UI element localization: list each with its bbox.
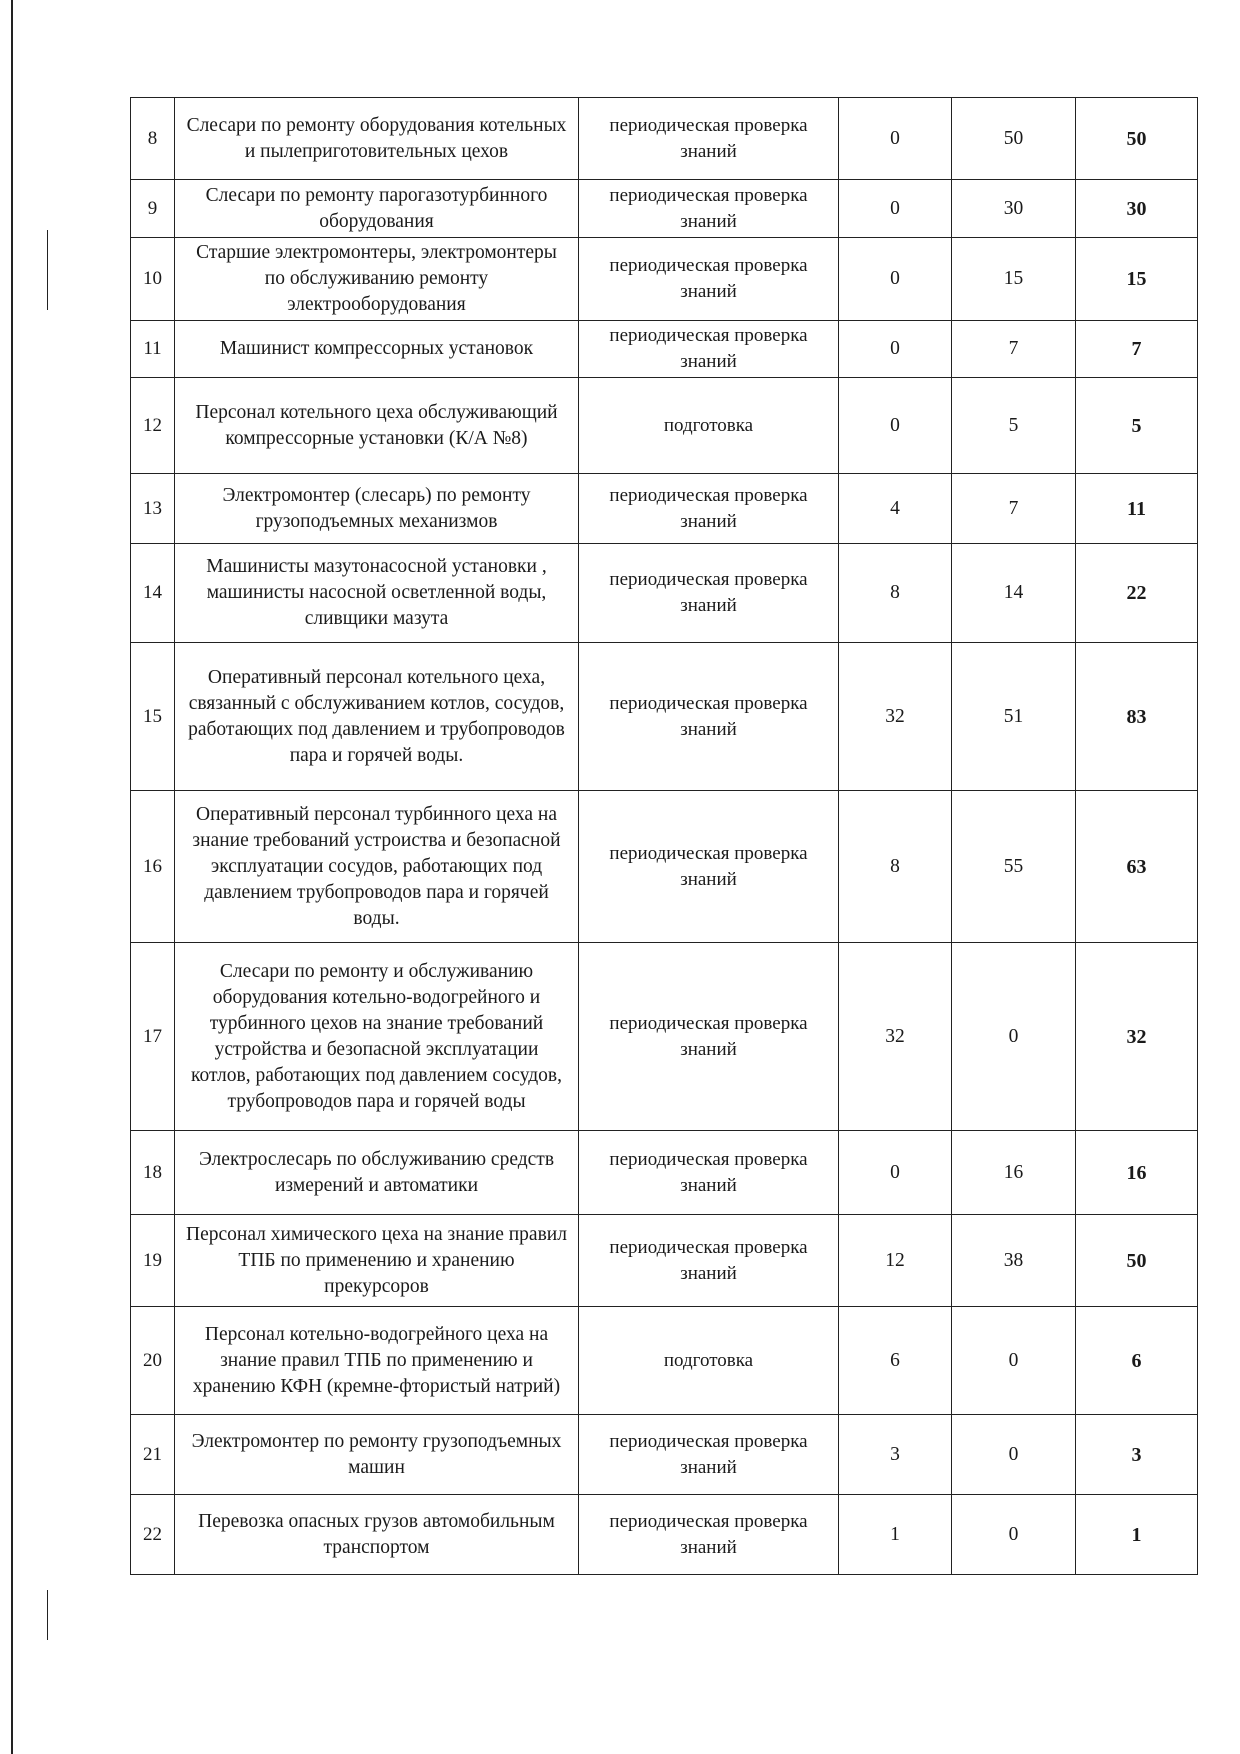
table-row [131, 943, 1198, 1131]
table-row [131, 1215, 1198, 1307]
table-row [131, 98, 1198, 180]
training-table [130, 97, 1198, 1575]
count-cell-2: 0 [952, 943, 1076, 1131]
count-cell-1: 4 [839, 474, 952, 544]
training-type-cell: периодическая проверка знаний [579, 544, 839, 643]
position-cell: Перевозка опасных грузов автомобильным транспортом [175, 1495, 579, 1575]
table-row [131, 474, 1198, 544]
count-cell-2: 0 [952, 1495, 1076, 1575]
total-cell: 50 [1076, 98, 1198, 180]
table-row [131, 1415, 1198, 1495]
row-number: 9 [131, 180, 175, 238]
training-type-cell: периодическая проверка знаний [579, 791, 839, 943]
row-number: 21 [131, 1415, 175, 1495]
count-cell-2: 38 [952, 1215, 1076, 1307]
position-cell: Электрослесарь по обслуживанию средств измерений и автоматики [175, 1131, 579, 1215]
row-number: 10 [131, 238, 175, 321]
count-cell-2: 16 [952, 1131, 1076, 1215]
count-cell-1: 8 [839, 791, 952, 943]
row-number: 17 [131, 943, 175, 1131]
count-cell-1: 0 [839, 238, 952, 321]
count-cell-1: 0 [839, 378, 952, 474]
count-cell-2: 5 [952, 378, 1076, 474]
total-cell: 16 [1076, 1131, 1198, 1215]
table-row [131, 643, 1198, 791]
total-cell: 1 [1076, 1495, 1198, 1575]
position-cell: Старшие электромонтеры, электромонтеры по обслуживанию ремонту электрооборудования [175, 238, 579, 321]
count-cell-2: 7 [952, 321, 1076, 378]
position-cell: Электромонтер по ремонту грузоподъемных машин [175, 1415, 579, 1495]
total-cell: 6 [1076, 1307, 1198, 1415]
position-cell: Персонал котельного цеха обслуживающий компрессорные установки (К/А №8) [175, 378, 579, 474]
total-cell: 7 [1076, 321, 1198, 378]
count-cell-2: 15 [952, 238, 1076, 321]
position-cell: Электромонтер (слесарь) по ремонту грузоподъемных механизмов [175, 474, 579, 544]
training-type-cell: периодическая проверка знаний [579, 1215, 839, 1307]
count-cell-2: 0 [952, 1307, 1076, 1415]
count-cell-1: 0 [839, 321, 952, 378]
position-cell: Персонал котельно-водогрейного цеха на знание правил ТПБ по применению и хранению КФН (кремне-фтористый натрий) [175, 1307, 579, 1415]
position-cell: Машинисты мазутонасосной установки , машинисты насосной осветленной воды, сливщики мазута [175, 544, 579, 643]
position-cell: Слесари по ремонту парогазотурбинного оборудования [175, 180, 579, 238]
row-number: 18 [131, 1131, 175, 1215]
training-type-cell: периодическая проверка знаний [579, 1131, 839, 1215]
row-number: 11 [131, 321, 175, 378]
table-row [131, 238, 1198, 321]
total-cell: 3 [1076, 1415, 1198, 1495]
position-cell: Оперативный персонал турбинного цеха на знание требований устроиства и безопасной эксплуатации сосудов, работающих под давлением трубопроводов пара и горячей воды. [175, 791, 579, 943]
table-row [131, 1307, 1198, 1415]
training-type-cell: периодическая проверка знаний [579, 238, 839, 321]
scan-edge-line-left [11, 0, 13, 1754]
total-cell: 50 [1076, 1215, 1198, 1307]
count-cell-1: 6 [839, 1307, 952, 1415]
count-cell-2: 30 [952, 180, 1076, 238]
position-cell: Слесари по ремонту оборудования котельных и пылеприготовительных цехов [175, 98, 579, 180]
count-cell-1: 1 [839, 1495, 952, 1575]
count-cell-2: 50 [952, 98, 1076, 180]
total-cell: 63 [1076, 791, 1198, 943]
position-cell: Персонал химического цеха на знание правил ТПБ по применению и хранению прекурсоров [175, 1215, 579, 1307]
training-type-cell: периодическая проверка знаний [579, 943, 839, 1131]
training-type-cell: периодическая проверка знаний [579, 1495, 839, 1575]
table-row [131, 378, 1198, 474]
training-type-cell: подготовка [579, 1307, 839, 1415]
count-cell-1: 8 [839, 544, 952, 643]
total-cell: 5 [1076, 378, 1198, 474]
training-type-cell: периодическая проверка знаний [579, 643, 839, 791]
training-type-cell: периодическая проверка знаний [579, 1415, 839, 1495]
table-row [131, 1131, 1198, 1215]
table-row [131, 1495, 1198, 1575]
table-row [131, 791, 1198, 943]
row-number: 19 [131, 1215, 175, 1307]
position-cell: Машинист компрессорных установок [175, 321, 579, 378]
count-cell-2: 55 [952, 791, 1076, 943]
position-cell: Слесари по ремонту и обслуживанию оборудования котельно-водогрейного и турбинного цехов на знание требований устройства и безопасной эксплуатации котлов, работающих под давлением сосудов, трубопроводов пара и горячей воды [175, 943, 579, 1131]
count-cell-1: 32 [839, 943, 952, 1131]
training-type-cell: периодическая проверка знаний [579, 321, 839, 378]
count-cell-2: 0 [952, 1415, 1076, 1495]
count-cell-1: 12 [839, 1215, 952, 1307]
total-cell: 22 [1076, 544, 1198, 643]
total-cell: 83 [1076, 643, 1198, 791]
training-type-cell: периодическая проверка знаний [579, 474, 839, 544]
count-cell-2: 14 [952, 544, 1076, 643]
row-number: 8 [131, 98, 175, 180]
row-number: 22 [131, 1495, 175, 1575]
count-cell-1: 0 [839, 98, 952, 180]
count-cell-1: 3 [839, 1415, 952, 1495]
total-cell: 11 [1076, 474, 1198, 544]
scan-edge-line-left-inner-2 [47, 1590, 48, 1640]
total-cell: 30 [1076, 180, 1198, 238]
row-number: 13 [131, 474, 175, 544]
count-cell-1: 32 [839, 643, 952, 791]
count-cell-2: 51 [952, 643, 1076, 791]
row-number: 16 [131, 791, 175, 943]
row-number: 12 [131, 378, 175, 474]
total-cell: 32 [1076, 943, 1198, 1131]
row-number: 15 [131, 643, 175, 791]
scan-edge-line-left-inner [47, 230, 48, 310]
training-type-cell: подготовка [579, 378, 839, 474]
position-cell: Оперативный персонал котельного цеха, связанный с обслуживанием котлов, сосудов, работающих под давлением и трубопроводов пара и горячей воды. [175, 643, 579, 791]
count-cell-1: 0 [839, 1131, 952, 1215]
training-type-cell: периодическая проверка знаний [579, 98, 839, 180]
row-number: 20 [131, 1307, 175, 1415]
total-cell: 15 [1076, 238, 1198, 321]
row-number: 14 [131, 544, 175, 643]
table-row [131, 180, 1198, 238]
table-row [131, 321, 1198, 378]
table-row [131, 544, 1198, 643]
count-cell-1: 0 [839, 180, 952, 238]
count-cell-2: 7 [952, 474, 1076, 544]
training-type-cell: периодическая проверка знаний [579, 180, 839, 238]
